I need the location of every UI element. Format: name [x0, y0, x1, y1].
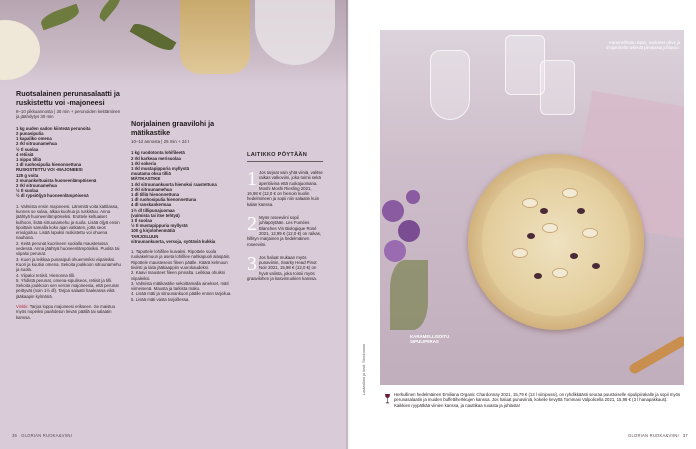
page-number: 36 [12, 433, 18, 438]
magazine-section: GLORIAN RUOKA&VIINI [628, 433, 679, 438]
olive [592, 263, 600, 269]
ingredient-item: 4 retiisiä [16, 151, 34, 157]
recipe-step: 2. Keitä perunat kuorineen suolalla maustetussa vedessä. Anna jäähtyä huoneenlämpöisiksi. Puolita tai viipaloi perunat. [16, 240, 120, 257]
recipe-step: 4. Lisää mäti ja sitruunankuori päälle ennen tarjoilua. [131, 291, 232, 297]
ingredient-item: muutama oksa tilliä [131, 171, 171, 177]
dish-label: KARAMELLISOITU SIPULIPIIRAS [410, 334, 450, 345]
recipe-step: 4. Viipaloi retiisit. Hienonna tilli. [16, 272, 76, 278]
recipe-step: 5. Yhdistä perunat, omena-sipuliseos, retiisit ja tilli. Sekoita joukkoon sen verran majoneesia, että perunat peittyvät (noin 1½ dl). Tarjoa salaatti haaleassa eikä jääkaapin kylmänä. [16, 277, 119, 299]
ingredient-item: 1 dl tilliä hienonnettuna [131, 192, 179, 198]
ingredient-item: 2 rkl sitruunamehua [16, 183, 57, 189]
entry-number: 1 [247, 168, 257, 190]
olive [534, 273, 542, 279]
cinnamon-stick [628, 335, 684, 376]
glass-image [505, 35, 545, 95]
gravlax-recipe [131, 120, 239, 302]
recipe-step: 2. Kaavi mausteet fileen pinnalta. Leikkaa ohuiksi viipaleiksi. [131, 270, 225, 281]
onion-tart-image [468, 154, 644, 330]
magazine-section: GLORIAN RUOKA&VIINI [21, 433, 72, 438]
wine-glass-icon [384, 394, 391, 404]
tart-filling [482, 168, 630, 316]
wine-sidebar [247, 152, 323, 281]
ingredient-item: 1½ dl tillipunajuomaa [131, 207, 175, 213]
ingredient-item: sitruunankuorta, versoja, syötäviä kukkia [131, 238, 216, 244]
wine-entry [247, 215, 323, 247]
potato-salad-recipe [16, 90, 122, 320]
recipe-step: 3. Kuori ja leikkaa punasipuli ohuemmiksi viipaleiksi. Kuori ja kuutioi omena. Sekoita joukkoon sitruunamehu ja suola. [16, 256, 121, 273]
ingredient-item: 1 rkl mustapippuria myllystä [131, 166, 190, 172]
ingredient-item: 1 nippu tilliä [16, 157, 42, 163]
wine-entry [247, 170, 323, 207]
olive [527, 233, 535, 239]
olive [570, 253, 578, 259]
ingredient-item: 1 rkl sokeria [131, 160, 157, 166]
flower-image [398, 220, 420, 242]
recipe-step: 1. Taputtele lohifilee kuivaksi. Ripottele suola ruokakelmuun ja aseta lohifilee nahkapuoli alaspäin. Ripottele mausteseos fileen päälle. Käärä kelmuun tiiviisti ja laita jääkaappiin vuorokaudeksi. [131, 249, 231, 270]
ingredient-item: 1 dl ruohosipulia hienonnettuna [131, 197, 197, 203]
leaf-decoration [130, 19, 177, 54]
onion-slice [542, 223, 558, 233]
photo-caption: Karamellisoitu sipuli, suolaiset oliivit ja timjamikeltu tekevät piirakasta juhlavan. [606, 40, 680, 51]
recipe-steps [131, 249, 239, 302]
ingredient-item: 1 tl suolaa [131, 218, 153, 224]
page-number: 37 [682, 433, 688, 438]
flower-image [406, 190, 420, 204]
entry-text: Jos tarjoat vain yhtä viiniä, valitse raikas valkoviini, joka toimii sekä aperitiivina että ruokajuomana. Moshi Moshi Riesling 2021, 16,98 € (12,0 € on hienoin kuolin hedelmineen ja sopii niin salaatin kuin kalan kanssa. [247, 170, 323, 207]
recipe-step: 3. Valmista mätikastike sekoittamalla ainekset, mäti viimeisenä. Mausta ja tarkista maku. [131, 280, 229, 292]
glass-image [430, 50, 470, 120]
recipe-meta: 10–12 annosta | 25 min + 24 t [131, 139, 190, 144]
flower-stems [390, 260, 428, 330]
entry-number: 3 [247, 252, 257, 275]
ingredient-item: 4 dl ranskankermaa [131, 202, 172, 208]
ingredient-item: 1 kg uuden sadon kiinteää perunoita [16, 125, 91, 131]
photo-credit: Lautasliina ja lasit: Stockmann [362, 343, 366, 395]
ingredient-list [131, 150, 239, 244]
recipe-title: Norjalainen graavilohi ja mätikastike [131, 119, 215, 137]
ingredient-item: (valmista tai itse tehtyä) [131, 212, 180, 218]
tart-photo [380, 30, 684, 385]
leaf-decoration [97, 0, 124, 22]
ingredient-item: 2 punasipulia [16, 131, 44, 137]
onion-slice [522, 198, 538, 208]
wine-entry [247, 252, 323, 282]
ingredient-item: 100 g kirjolohenmätiä [131, 228, 175, 234]
flower-image [384, 240, 406, 262]
recipe-meta: 8–10 pikkuannosta | 30 min + perunoiden keittäminen ja jäähdytys 30 min [16, 109, 121, 120]
page-fold [346, 0, 350, 449]
ingredient-item: RUSKISTETTU VOI -MAJONEESI [16, 167, 83, 173]
ingredient-item: 1 rkl sitruunankuorta hienoksi raastettuna [131, 181, 217, 187]
entry-text: Jos haluat mukaan myös punaviinin, Snarky Head Pinot Noir 2021, 15,98 € (12,0 €) on hyvä valinta, joka toimii myös graavilohen ja kasvisruokien kanssa. [247, 254, 317, 282]
onion-slice [512, 248, 528, 258]
right-page [348, 0, 696, 449]
onion-slice [552, 268, 568, 278]
right-footer [628, 433, 688, 438]
glass-image [540, 60, 575, 115]
ingredient-item: ½ dl rypsiöljyä huoneenlämpöisenä [16, 193, 89, 199]
entry-text: Myös roseeviini sopii juhlapöytään. Les Fumées Blanches Vin Biologique Rosé 2021, 12,99 € (12,0 €) on raikas, hillityn marjainen ja hedelmäinen roseeviini. [247, 215, 322, 247]
ingredient-item: 2 rkl sitruunamehua [131, 186, 172, 192]
ingredient-item: 2 munankeltuaista huoneenlämpöisenä [16, 177, 97, 183]
ingredient-item: 1 kg ruodotonta lohifileetä [131, 150, 185, 156]
olive [577, 208, 585, 214]
flower-image [382, 200, 404, 222]
table-photo [0, 0, 348, 86]
ingredient-item: 2 rkl sitruunamehua [16, 141, 57, 147]
entry-number: 2 [247, 213, 257, 236]
wine-pairing-text: Herkullinen hedelmäinen Emiliana Organic Chardonnay 2021, 15,79 € (13 l viinipussi), on ryhdikkäästi seuraa puustoiselle sipulipiirakalle ja sopii myös perunasalaatin ja muiden buffettiherkkujen kanssa. Jos haluat punaviiniä, kokeile kevyttä Tommasi Valpolicella 2021, 15,98 € (3 l hanapakkaus). Kaikkien ryypätkää viinien kanssa, ja nauttikaa ruoasta ja juhlasta! [394, 392, 681, 408]
recipe-step: 1. Valmista ensin majoneesi. Lämmitä voita kattilassa, kunnes se sulaa, alkaa kuohua ja ruskistuu. Anna jäähtyä huoneenlämpöiseksi. Erottele keltuaiset kulhoon, lisää sitruunamehu ja suola. Lisää öljyä ensin tipoittain samalla koko ajan vatkaten, jotta seos emulgoituu. Lisää lopuksi ruskistettu voi ohuena nauhana. [16, 203, 120, 241]
ingredient-item: 125 g voita [16, 172, 39, 178]
ingredient-item: ½ tl suolaa [16, 146, 39, 152]
ingredient-item: 2 rkl karkeaa merisuolaa [131, 155, 181, 161]
wine-glass-image [180, 0, 250, 74]
left-footer [12, 433, 72, 438]
onion-slice [562, 188, 578, 198]
recipe-step: 5. Lisää mäti vasta tarjoillessa. [131, 296, 190, 302]
ingredient-item: MÄTIKASTIKE [131, 176, 161, 182]
recipe-tip [16, 304, 122, 320]
tip-label: Vinkki: [16, 304, 29, 309]
sidebar-heading: LAITIKKO PÖYTÄÄN [247, 152, 323, 162]
recipe-title: Ruotsalainen perunasalaatti ja ruskistettu voi -majoneesi [16, 89, 120, 107]
tip-text: Tarjoa loppu majoneesi erikseen. Se maistuu myös nopeiksi paahdetun leivän päällä tai salaatin kanssa. [16, 304, 116, 320]
bowl-image [255, 0, 335, 65]
ingredient-item: 1 kapaliko omena [16, 136, 52, 142]
ingredient-item: ½ tl suolaa [16, 188, 39, 194]
ingredient-item: TARJOILUUN [131, 233, 159, 239]
ingredient-item: ½ tl mustapippuria myllystä [131, 223, 188, 229]
recipe-steps [16, 204, 122, 299]
ingredient-list [16, 126, 122, 199]
leaf-decoration [39, 4, 81, 31]
olive [540, 208, 548, 214]
plate-image [0, 20, 40, 80]
ingredient-item: 1 dl ruohosipulia hienonnettuna [16, 162, 82, 168]
onion-slice [582, 228, 598, 238]
